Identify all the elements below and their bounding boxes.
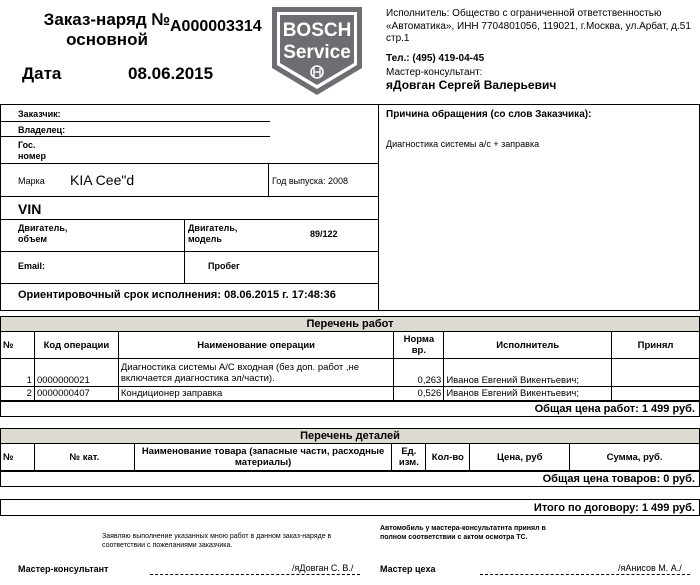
divider <box>0 310 700 311</box>
acceptance-statement: Автомобиль у мастера-консультатнта принял в полном соответствии с актом осмотра ТС. <box>380 525 546 541</box>
col-norm-time: Норма вр. <box>394 332 444 359</box>
reason-text: Диагностика системы а/с + заправка <box>386 139 540 149</box>
title-line-1: Заказ-наряд № <box>43 10 171 29</box>
title-line-2: основной <box>66 30 148 49</box>
order-number: A000003314 <box>170 18 262 35</box>
mileage-label: Пробег <box>208 261 240 271</box>
divider <box>0 136 270 137</box>
col-catalog-number: № кат. <box>34 444 134 471</box>
master-label: Мастер-консультант: <box>386 67 483 78</box>
brand-label: Марка <box>18 176 45 186</box>
works-total: Общая цена работ: 1 499 руб. <box>0 401 700 417</box>
grand-total: Итого по договору: 1 499 руб. <box>0 499 700 516</box>
brand-value: KIA Cee"d <box>70 172 135 188</box>
works-header-row <box>1 332 700 359</box>
email-label: Email: <box>18 261 46 271</box>
operation-code: 0000000407 <box>34 387 118 401</box>
parts-total: Общая цена товаров: 0 руб. <box>0 471 700 487</box>
col-price: Цена, руб <box>470 444 570 471</box>
master-consultant-role: Мастер-консультант <box>18 564 109 574</box>
engine-model-label-1: Двигатель, <box>188 223 238 233</box>
date-value: 08.06.2015 <box>128 64 214 83</box>
shop-master-signature: /яАнисов М. А./ <box>618 563 682 573</box>
divider <box>0 219 378 220</box>
master-name: яДовган Сергей Валерьевич <box>386 78 557 92</box>
parts-table <box>0 443 700 471</box>
norm-time: 0,263 <box>394 359 444 387</box>
shop-master-signature-line <box>480 574 690 575</box>
parts-section-title: Перечень деталей <box>0 428 700 444</box>
svg-text:BOSCH: BOSCH <box>282 20 352 41</box>
divider <box>0 251 378 252</box>
col-quantity: Кол-во <box>426 444 470 471</box>
divider <box>0 283 378 284</box>
works-table <box>0 331 700 401</box>
col-sum: Сумма, руб. <box>570 444 700 471</box>
divider <box>0 121 270 122</box>
parts-header-row <box>1 444 700 471</box>
col-number: № <box>1 332 35 359</box>
works-section-title: Перечень работ <box>0 316 700 332</box>
divider <box>0 104 700 105</box>
divider <box>268 163 269 196</box>
date-label: Дата <box>22 64 62 83</box>
operation-name: Кондиционер заправка <box>118 387 394 401</box>
executor-statement: Заявляю выполнение указанных мною работ в данном заказ-наряде в соответствии с пожеланиями заказчика. <box>102 533 332 549</box>
engine-model-value: 89/122 <box>310 229 338 239</box>
col-accepted: Принял <box>612 332 700 359</box>
norm-time: 0,526 <box>394 387 444 401</box>
master-consultant-signature: /яДовган С. В./ <box>292 563 354 573</box>
row-number: 1 <box>1 359 35 387</box>
bosch-service-logo <box>271 6 363 96</box>
operation-code: 0000000021 <box>34 359 118 387</box>
divider <box>0 104 1 310</box>
year-field: Год выпуска: 2008 <box>272 176 349 186</box>
deadline: Ориентировочный срок исполнения: 08.06.2015 г. 17:48:36 <box>18 289 336 301</box>
owner-label: Владелец: <box>18 125 66 135</box>
col-executor: Исполнитель <box>444 332 612 359</box>
accepted <box>612 359 700 387</box>
engine-volume-label-1: Двигатель, <box>18 223 68 233</box>
divider <box>378 104 379 310</box>
customer-label: Заказчик: <box>18 109 61 119</box>
table-row <box>1 387 700 401</box>
col-product-name: Наименование товара (запасные части, расходные материалы) <box>134 444 392 471</box>
reason-label: Причина обращения (со слов Заказчика): <box>386 109 592 120</box>
master-consultant-signature-line <box>150 574 360 575</box>
divider <box>0 163 378 164</box>
col-number: № <box>1 444 35 471</box>
row-number: 2 <box>1 387 35 401</box>
vin-label: VIN <box>18 201 42 217</box>
engine-volume-label-2: объем <box>18 234 48 244</box>
document-title <box>22 10 192 50</box>
col-operation-name: Наименование операции <box>118 332 394 359</box>
shop-master-role: Мастер цеха <box>380 564 436 574</box>
accepted <box>612 387 700 401</box>
executor-info: Исполнитель: Общество с ограниченной ответственностью «Автоматика», ИНН 7704801056, 119021, г.Москва, ул.Арбат, д.51 стр.1 <box>386 8 691 44</box>
table-row <box>1 359 700 387</box>
divider <box>0 196 378 197</box>
executor: Иванов Евгений Викентьевич; <box>444 359 612 387</box>
executor-phone: Тел.: (495) 419-04-45 <box>386 53 485 64</box>
engine-model-label-2: модель <box>188 234 222 244</box>
plate-label-2: номер <box>18 151 46 161</box>
plate-label-1: Гос. <box>18 140 36 150</box>
col-unit: Ед. изм. <box>392 444 426 471</box>
executor: Иванов Евгений Викентьевич; <box>444 387 612 401</box>
operation-name: Диагностика системы А/С входная (без доп. работ ,не включается диагностика эл/части). <box>118 359 394 387</box>
svg-text:Service: Service <box>283 42 351 63</box>
col-operation-code: Код операции <box>34 332 118 359</box>
